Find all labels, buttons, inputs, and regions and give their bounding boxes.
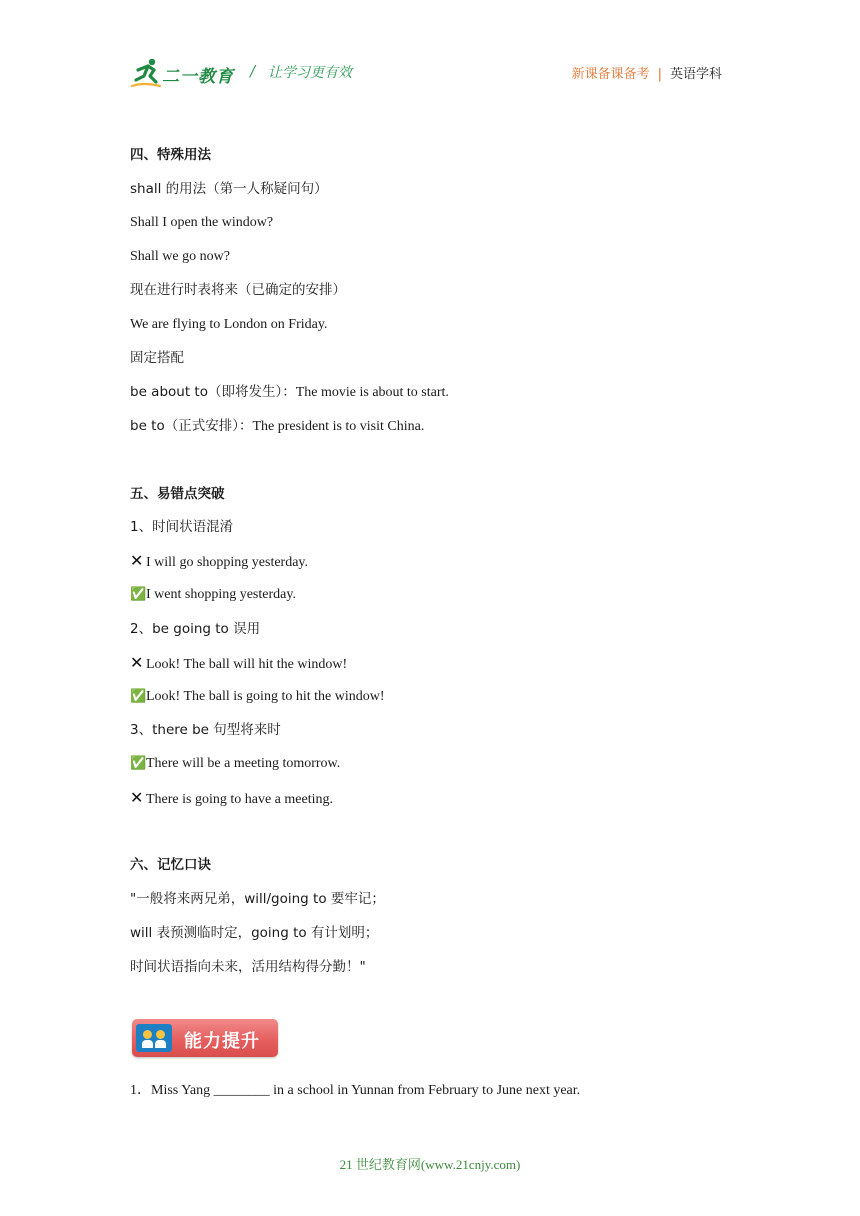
cross-icon: ✕ xyxy=(130,653,144,672)
mnemonic-line-1: "一般将来两兄弟，will/going to 要牢记； xyxy=(130,891,385,907)
check-icon: ✅ xyxy=(130,756,147,771)
logo-text: 二一教育 xyxy=(162,67,234,87)
be-about-to-line xyxy=(130,383,449,402)
point-2-wrong xyxy=(130,654,347,674)
check-icon: ✅ xyxy=(130,689,147,704)
shall-example-2: Shall we go now? xyxy=(130,249,230,264)
check-icon: ✅ xyxy=(130,587,147,602)
ability-banner xyxy=(132,1019,278,1057)
point-3-right-text: There will be a meeting tomorrow. xyxy=(146,756,341,771)
point-3-right xyxy=(130,755,340,773)
be-to-label: be to（正式安排）： xyxy=(130,418,253,434)
mnemonic-line-3: 时间状语指向未来，活用结构得分勤！" xyxy=(130,959,366,975)
header-right xyxy=(572,63,722,82)
section-6-title: 六、记忆口诀 xyxy=(130,857,211,873)
logo xyxy=(130,56,242,90)
point-3-wrong-text: There is going to have a meeting. xyxy=(146,792,333,807)
point-2-label: 2、be going to 误用 xyxy=(130,621,261,637)
point-1-right xyxy=(130,586,296,604)
header-tagline: 新课备课备考 xyxy=(571,67,650,82)
be-to-example: The president is to visit China. xyxy=(252,419,425,434)
progressive-future-example: We are flying to London on Friday. xyxy=(130,317,328,332)
point-2-right-text: Look! The ball is going to hit the window! xyxy=(146,689,385,704)
be-to-line xyxy=(130,417,424,436)
slogan-divider: / xyxy=(250,62,256,80)
question-1: 1．Miss Yang ________ in a school in Yunnan from February to June next year. xyxy=(130,1083,581,1098)
slogan: 让学习更有效 xyxy=(268,65,352,81)
header-subject: 英语学科 xyxy=(669,67,722,82)
page-footer: 21 世纪教育网(www.21cnjy.com) xyxy=(339,1157,521,1172)
point-3-label: 3、there be 句型将来时 xyxy=(130,722,281,738)
header-divider: | xyxy=(657,67,662,82)
shall-example-1: Shall I open the window? xyxy=(130,215,274,230)
people-icon xyxy=(136,1024,172,1052)
cross-icon: ✕ xyxy=(130,551,144,570)
point-1-wrong-text: I will go shopping yesterday. xyxy=(146,555,309,570)
point-1-label: 1、时间状语混淆 xyxy=(130,519,234,535)
point-1-wrong xyxy=(130,552,308,572)
section-4-title: 四、特殊用法 xyxy=(130,147,211,163)
shall-usage-label: shall 的用法（第一人称疑问句） xyxy=(130,181,328,197)
point-3-wrong xyxy=(130,789,333,809)
fixed-collocation-label: 固定搭配 xyxy=(130,350,184,366)
point-1-right-text: I went shopping yesterday. xyxy=(146,587,296,602)
section-5-title: 五、易错点突破 xyxy=(130,486,225,502)
ability-banner-label: 能力提升 xyxy=(184,1031,260,1052)
point-2-wrong-text: Look! The ball will hit the window! xyxy=(146,657,348,672)
page-header xyxy=(130,56,730,90)
point-2-right xyxy=(130,688,385,706)
running-figure-icon xyxy=(130,56,164,90)
progressive-future-label: 现在进行时表将来（已确定的安排） xyxy=(130,282,346,298)
be-about-to-example: The movie is about to start. xyxy=(295,385,449,400)
mnemonic-line-2: will 表预测临时定，going to 有计划明； xyxy=(130,925,379,941)
be-about-to-label: be about to（即将发生）： xyxy=(130,384,296,400)
cross-icon: ✕ xyxy=(130,788,144,807)
